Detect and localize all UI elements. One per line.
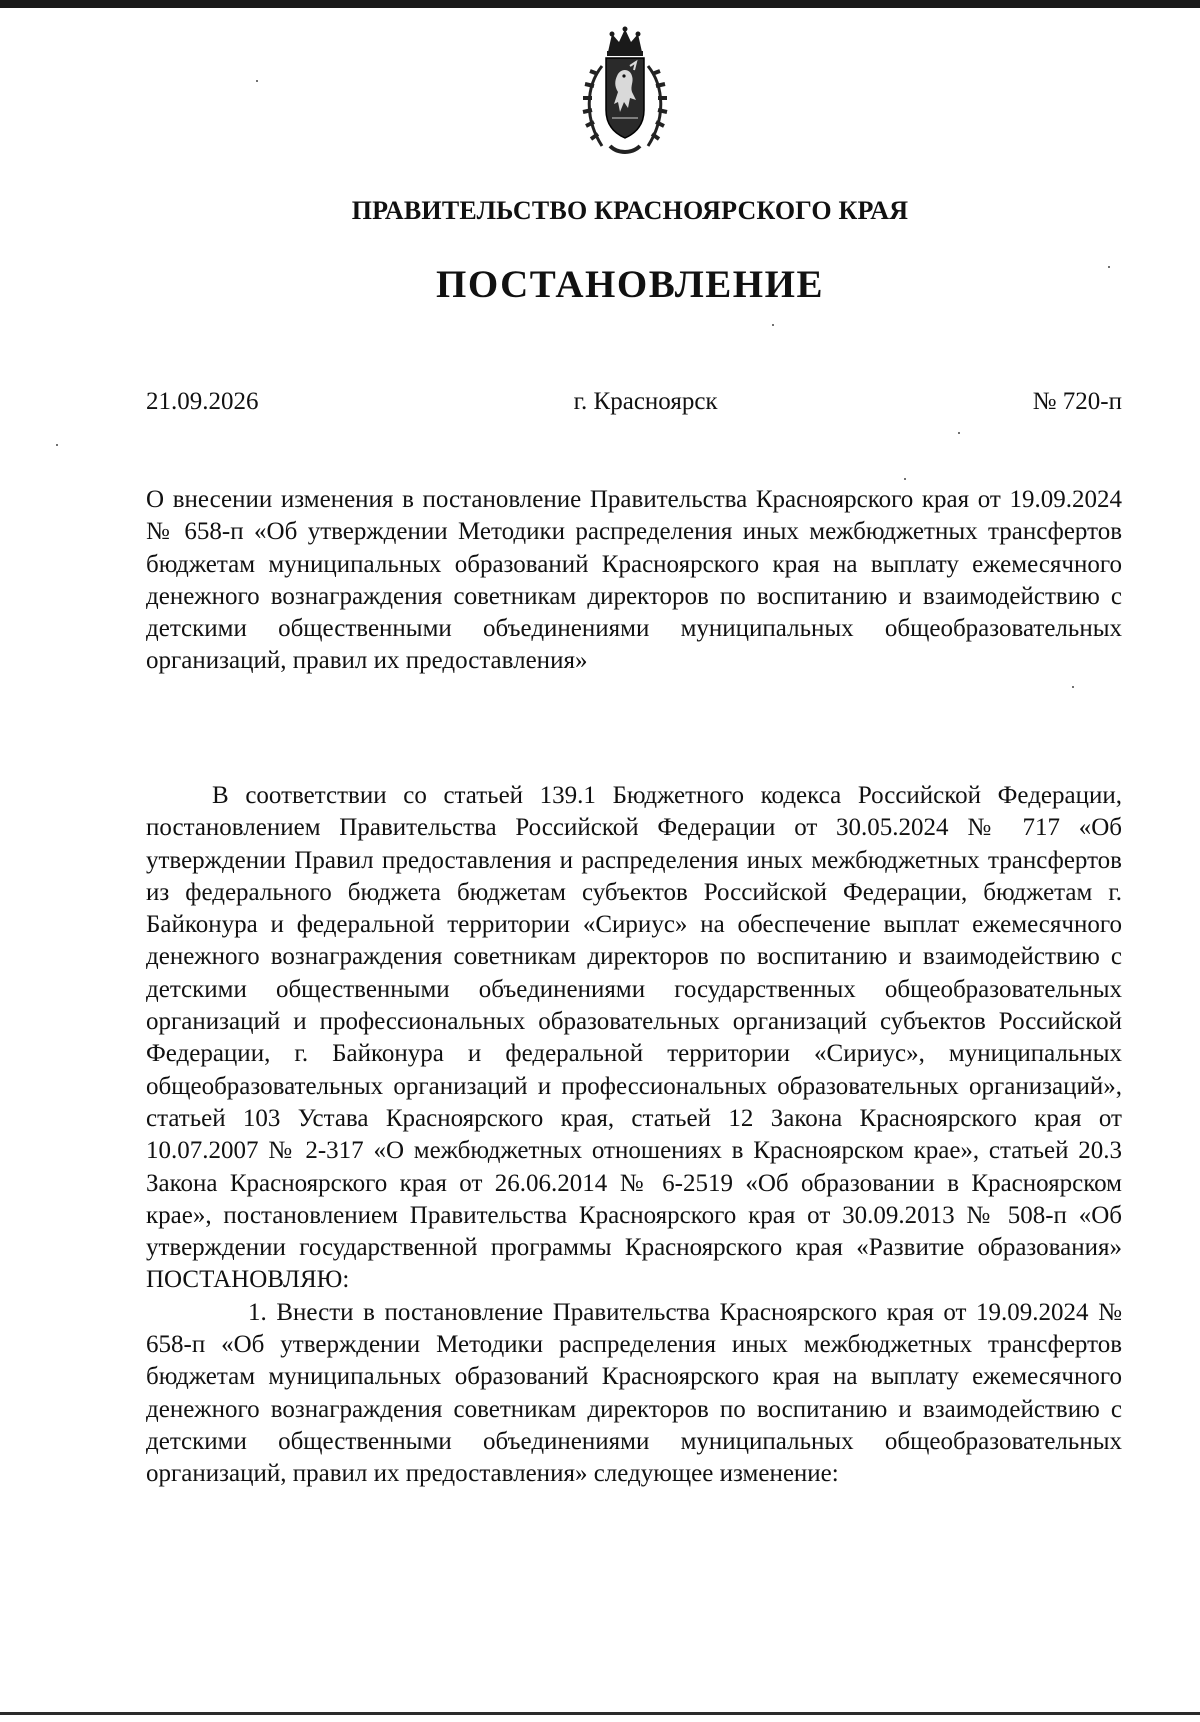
document-type-title: ПОСТАНОВЛЕНИЕ [435,263,824,306]
body-paragraph-preamble: В соответствии со статьей 139.1 Бюджетного кодекса Российской Федерации, постановлением Правительства Российской Федерации от 30.05.2024 № 717 «Об утверждении Правил предоставления и распределения иных межбюджетных трансфертов из федерального бюджета бюджетам субъектов Российской Федерации, бюджетам г. Байконура и федеральной территории «Сириус» на обеспечение выплат ежемесячного денежного вознаграждения советникам директоров по воспитанию и взаимодействию с детскими общественными объединениями государственных общеобразовательных организаций и профессиональных образовательных организаций субъектов Российской Федерации, г. Байконура и федеральной территории «Сириус», муниципальных общеобразовательных организаций и профессиональных образовательных организаций», статьей 103 Устава Красноярского края, статьей 12 Закона Красноярского края от 10.07.2007 № 2-317 «О межбюджетных отношениях в Красноярском крае», статьей 20.3 Закона Красноярского края от 26.06.2014 № 6-2519 «Об образовании в Красноярском крае», постановлением Правительства Красноярского края от 30.09.2013 № 508-п «Об утверждении государственной программы Красноярского края «Развитие образования» ПОСТАНОВЛЯЮ: [146,782,1122,1294]
document-body [146,780,1122,1491]
scan-speck [772,324,774,326]
scan-top-border [0,0,1200,8]
document-city: г. Красноярск [573,388,718,415]
scan-speck [1072,686,1074,688]
scan-speck [904,478,906,480]
scan-speck [56,444,58,446]
coat-of-arms-icon [572,26,678,160]
body-paragraph-item-1: 1. Внести в постановление Правительства Красноярского края от 19.09.2024 № 658-п «Об утверждении Методики распределения иных межбюджетных трансфертов бюджетам муниципальных образований Красноярского края на выплату ежемесячного денежного вознаграждения советникам директоров по воспитанию и взаимодействию с детскими общественными объединениями муниципальных общеобразовательных организаций, правил их предоставления» следующее изменение: [146,1298,1122,1488]
scan-speck [1108,266,1110,268]
document-subject: О внесении изменения в постановление Правительства Красноярского края от 19.09.2024 № 658-п «Об утверждении Методики распределения иных межбюджетных трансфертов бюджетам муниципальных образований Красноярского края на выплату ежемесячного денежного вознаграждения советникам директоров по воспитанию и взаимодействию с детскими общественными объединениями муниципальных общеобразовательных организаций, правил их предоставления» [146,486,1122,675]
scan-speck [958,432,960,434]
scan-bottom-border [0,1712,1200,1715]
document-number: № 720-п [1032,388,1122,415]
organization-title: ПРАВИТЕЛЬСТВО КРАСНОЯРСКОГО КРАЯ [351,196,909,225]
document-meta [146,388,1122,416]
document-date: 21.09.2026 [146,388,259,415]
scan-speck [256,80,258,82]
